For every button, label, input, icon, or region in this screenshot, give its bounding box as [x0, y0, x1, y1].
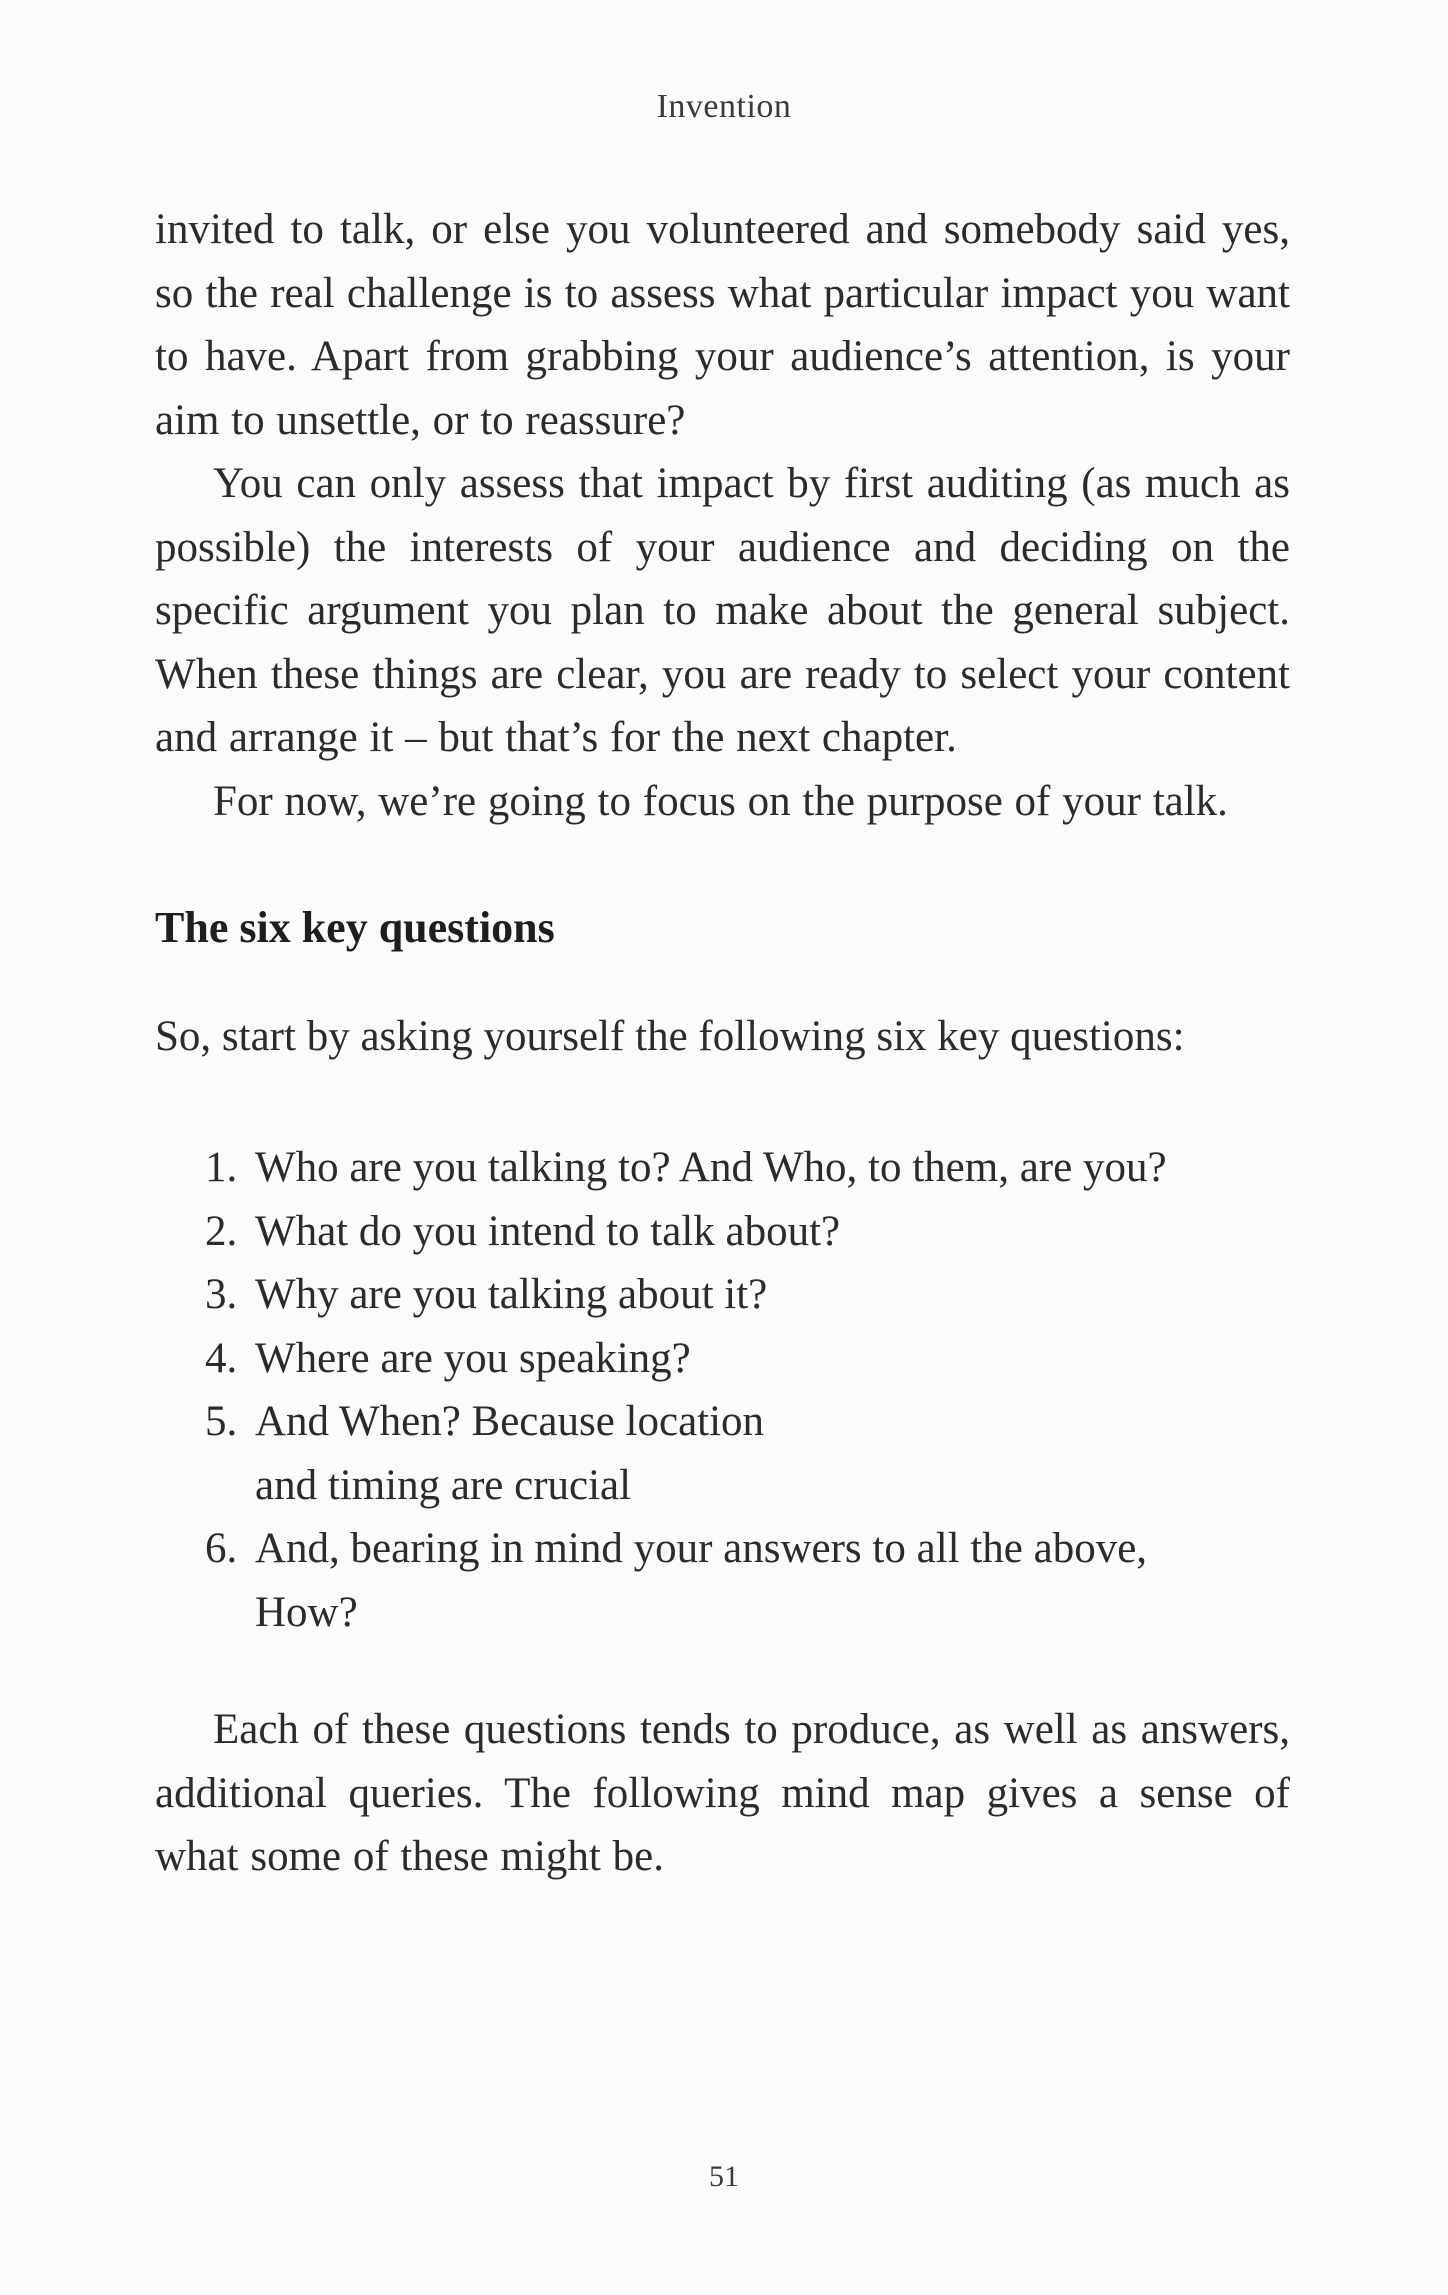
question-item [205, 1390, 815, 1517]
questions-list [205, 1136, 1285, 1644]
question-item [205, 1200, 1285, 1264]
question-text: What do you intend to talk about? [255, 1207, 841, 1255]
question-text: Why are you talking about it? [255, 1271, 768, 1318]
question-item [205, 1263, 1285, 1327]
question-number: 2. [205, 1207, 238, 1255]
questions-intro: So, start by asking yourself the following six key questions: [155, 1013, 1185, 1060]
running-head: Invention [656, 88, 792, 125]
question-number: 5. [205, 1398, 238, 1445]
body-text-top [155, 198, 1290, 833]
question-number: 6. [205, 1525, 238, 1572]
paragraph-purpose: For now, we’re going to focus on the purpose of your talk. [213, 777, 1228, 825]
question-item [205, 1517, 1255, 1644]
section-heading: The six key questions [155, 903, 555, 952]
question-number: 4. [205, 1334, 238, 1382]
page-number: 51 [709, 2160, 739, 2193]
paragraph-closing: Each of these questions tends to produce, as well as answers, additional queries. The following mind map gives a sense of what some of these might be. [155, 1706, 1290, 1880]
question-number: 3. [205, 1271, 238, 1318]
paragraph-continuation: invited to talk, or else you volunteered and somebody said yes, so the real challenge is to assess what particular impact you want to have. Apart from grabbing your audience’s attention, is your aim to unsettle, or to reassure? [155, 206, 1290, 444]
paragraph-audit: You can only assess that impact by first auditing (as much as possible) the interests of your audience and deciding on the specific argument you plan to make about the general subject. When these things are clear, you are ready to select your content and arrange it – but that’s for the next chapter. [155, 460, 1290, 761]
question-number: 1. [205, 1144, 238, 1191]
question-text: And, bearing in mind your answers to all the above, How? [255, 1525, 1148, 1636]
question-text: And When? Because location and timing are crucial [255, 1398, 765, 1509]
body-text-bottom [155, 1698, 1290, 1889]
question-item [205, 1327, 1285, 1391]
question-text: Who are you talking to? And Who, to them, are you? [255, 1144, 1167, 1191]
question-item [205, 1136, 1265, 1200]
question-text: Where are you speaking? [255, 1334, 691, 1382]
